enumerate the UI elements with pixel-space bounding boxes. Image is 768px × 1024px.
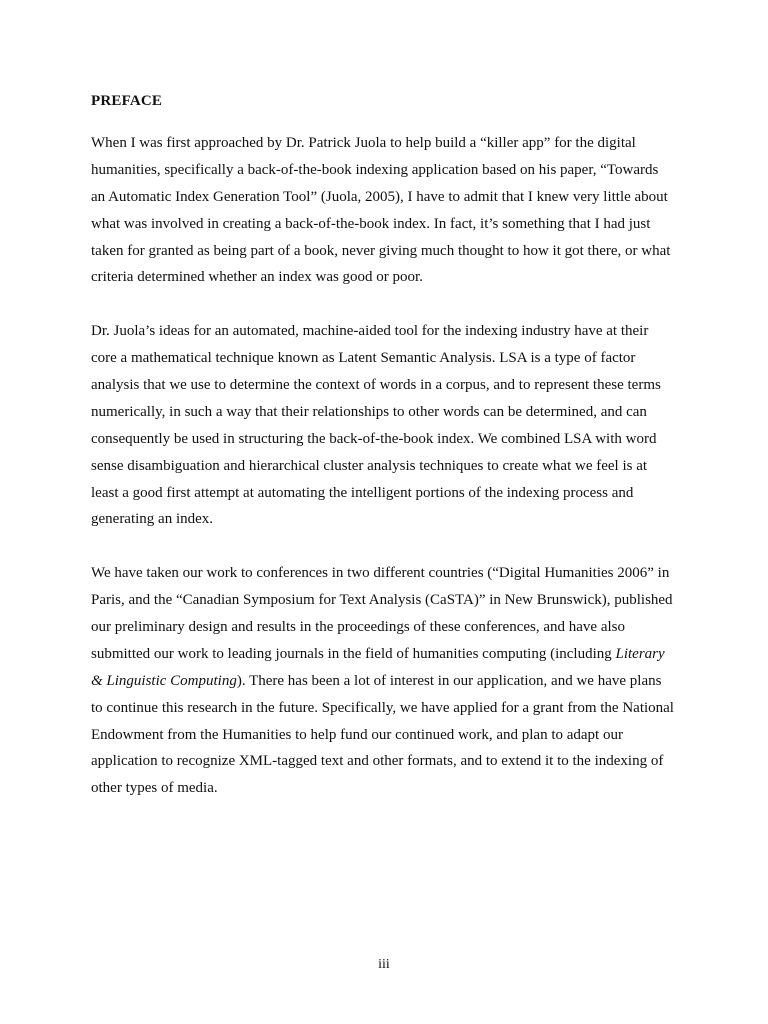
text-line-with-italic xyxy=(91,641,691,668)
text-line: other types of media. xyxy=(91,780,218,797)
text-line: application to recognize XML-tagged text and other formats, and to extend it to the indexing of xyxy=(91,753,664,770)
text-line: taken for granted as being part of a book, never giving much thought to how it got there, or what xyxy=(91,242,671,259)
text-line: core a mathematical technique known as Latent Semantic Analysis. LSA is a type of factor xyxy=(91,350,636,367)
journal-title-italic: Literary xyxy=(615,645,665,662)
text-line: When I was first approached by Dr. Patrick Juola to help build a “killer app” for the digital xyxy=(91,135,636,151)
paragraph-1 xyxy=(91,130,691,291)
text-line: what was involved in creating a back-of-the-book index. In fact, it’s something that I had just xyxy=(91,215,651,232)
journal-title-italic: & Linguistic Computing xyxy=(91,672,237,689)
text-line: Endowment from the Humanities to help fund our continued work, and plan to adapt our xyxy=(91,726,623,743)
paragraph-2 xyxy=(91,318,691,533)
text-line: numerically, in such a way that their relationships to other words can be determined, and can xyxy=(91,403,647,420)
text-line: Dr. Juola’s ideas for an automated, machine-aided tool for the indexing industry have at their xyxy=(91,323,649,340)
text-line: Paris, and the “Canadian Symposium for Text Analysis (CaSTA)” in New Brunswick), published xyxy=(91,592,673,609)
text-line: humanities, specifically a back-of-the-book indexing application based on his paper, “Towards xyxy=(91,161,659,178)
text-line: analysis that we use to determine the context of words in a corpus, and to represent these terms xyxy=(91,377,661,394)
text-line: to continue this research in the future. Specifically, we have applied for a grant from the National xyxy=(91,699,674,716)
page-number: iii xyxy=(378,957,390,972)
paragraph-spacer xyxy=(91,533,691,560)
text-run: submitted our work to leading journals in the field of humanities computing (including xyxy=(91,645,616,662)
text-run: ). There has been a lot of interest in our application, and we have plans xyxy=(236,672,662,689)
text-line: criteria determined whether an index was good or poor. xyxy=(91,269,423,286)
text-line-with-italic xyxy=(91,668,691,695)
preface-body xyxy=(91,130,691,802)
text-line: an Automatic Index Generation Tool” (Juola, 2005), I have to admit that I knew very little about xyxy=(91,188,668,205)
text-line: sense disambiguation and hierarchical cluster analysis techniques to create what we feel is at xyxy=(91,457,648,474)
text-line: least a good first attempt at automating the intelligent portions of the indexing process and xyxy=(91,484,634,501)
paragraph-3 xyxy=(91,560,691,802)
page-heading: PREFACE xyxy=(91,93,163,109)
text-line: our preliminary design and results in the proceedings of these conferences, and have also xyxy=(91,619,625,636)
text-line: consequently be used in structuring the back-of-the-book index. We combined LSA with word xyxy=(91,430,657,447)
text-line: We have taken our work to conferences in two different countries (“Digital Humanities 2006” in xyxy=(91,565,670,582)
paragraph-spacer xyxy=(91,291,691,318)
text-line: generating an index. xyxy=(91,511,214,528)
